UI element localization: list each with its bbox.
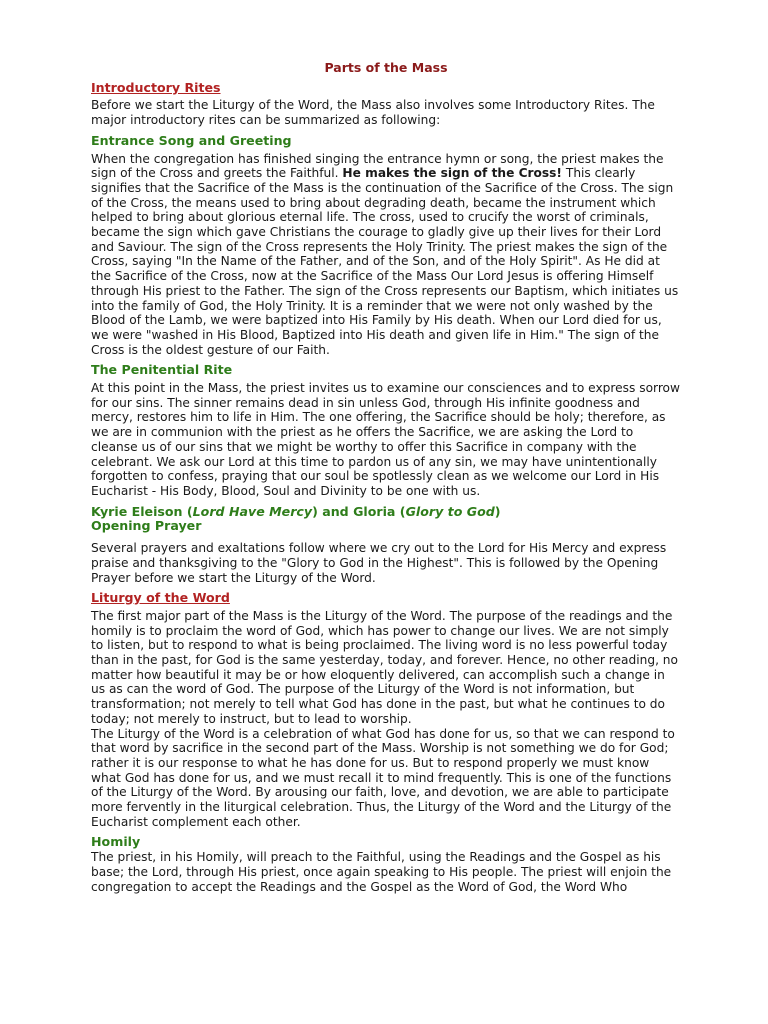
penitential-paragraph: At this point in the Mass, the priest invites us to examine our consciences and to express sorrow for our sins. The sinner remains dead in sin unless God, through His infinite goodness and mercy, restores him to life in Him. The one offering, the Sacrifice should be holy; therefore, as we are in communion with the priest as he offers the Sacrifice, we are asking the Lord to cleanse us of our sins that we might be worthy to offer this Sacrifice in company with the celebrant. We ask our Lord at this time to pardon us of any sin, we may have unintentionally forgotten to confess, praying that our soul be spotlessly clean as we welcome our Lord in His Eucharist - His Body, Blood, Soul and Divinity to be one with us. bbox=[91, 381, 680, 498]
kyrie-part-2: ) and Gloria ( bbox=[312, 503, 406, 519]
kyrie-part-3: ) bbox=[494, 503, 501, 519]
document-title: Parts of the Mass bbox=[324, 60, 448, 75]
document-content bbox=[91, 61, 681, 900]
kyrie-italic-2: Glory to God bbox=[405, 503, 495, 519]
liturgy-paragraph-1: The first major part of the Mass is the Liturgy of the Word. The purpose of the readings and the homily is to proclaim the word of God, which has power to change our lives. We are not simply to listen, but to respond to what is being proclaimed. The living word is no less powerful today than in the past, for God is the same yesterday, today, and forever. Hence, no other reading, no matter how beautiful it may be or how eloquently delivered, can accomplish such a change in us as can the word of God. The purpose of the Liturgy of the Word is not information, but transformation; not merely to tell what God has done in the past, but what he continues to do today; not merely to instruct, but to lead to worship. bbox=[91, 608, 678, 726]
kyrie-italic-1: Lord Have Mercy bbox=[192, 503, 313, 519]
entrance-bold-text: He makes the sign of the Cross! bbox=[342, 166, 562, 181]
homily-paragraph: The priest, in his Homily, will preach to the Faithful, using the Readings and the Gospel as his base; the Lord, through His priest, once again speaking to His people. The priest will enjoin the congregation to accept the Readings and the Gospel as the Word of God, the Word Who bbox=[91, 850, 672, 894]
heading-penitential-rite: The Penitential Rite bbox=[91, 362, 233, 378]
heading-opening-prayer: Opening Prayer bbox=[91, 518, 202, 534]
entrance-text-start: When the congregation has finished singing the entrance hymn or song, the priest makes the sign of the Cross and greets the Faithful. bbox=[91, 151, 664, 181]
heading-homily: Homily bbox=[91, 834, 141, 850]
entrance-text-rest: This clearly signifies that the Sacrifice of the Mass is the continuation of the Sacrifice of the Cross. The sign of the Cross, the means used to bring about degrading death, became the instrument which helped to bring about glorious eternal life. The cross, used to crucify the worst of criminals, became the sign which gave Christians the courage to gladly give up their lives for their Lord and Saviour. The sign of the Cross represents the Holy Trinity. The priest makes the sign of the Cross, saying "In the Name of the Father, and of the Son, and of the Holy Spirit". As He did at the Sacrifice of the Cross, now at the Sacrifice of the Mass Our Lord Jesus is offering Himself through His priest to the Father. The sign of the Cross represents our Baptism, which initiates us into the family of God, the Holy Trinity. It is a reminder that we were not only washed by the Blood of the Lamb, we were baptized into His Family by His death. When our Lord died for us, we were "washed in His Blood, Baptized into His death and given life in Him." The sign of the Cross is the oldest gesture of our Faith. bbox=[91, 166, 679, 357]
entrance-paragraph bbox=[91, 152, 681, 358]
liturgy-paragraph-2: The Liturgy of the Word is a celebration of what God has done for us, so that we can respond to that word by sacrifice in the second part of the Mass. Worship is not something we do for God; rather it is our response to what he has done for us. But to respond properly we must know what God has done for us, and we must recall it to mind frequently. This is one of the functions of the Liturgy of the Word. By arousing our faith, love, and devotion, we are able to participate more fervently in the liturgical celebration. Thus, the Liturgy of the Word and the Liturgy of the Eucharist complement each other. bbox=[91, 726, 675, 829]
introductory-paragraph: Before we start the Liturgy of the Word, the Mass also involves some Introductory Rites. The major introductory rites can be summarized as following: bbox=[91, 98, 655, 128]
heading-introductory-rites[interactable]: Introductory Rites bbox=[91, 79, 221, 95]
kyrie-part-1: Kyrie Eleison ( bbox=[91, 503, 193, 519]
heading-liturgy-of-the-word[interactable]: Liturgy of the Word bbox=[91, 590, 230, 606]
heading-kyrie-gloria bbox=[91, 505, 681, 520]
kyrie-paragraph: Several prayers and exaltations follow where we cry out to the Lord for His Mercy and express praise and thanksgiving to the "Glory to God in the Highest". This is followed by the Opening Prayer before we start the Liturgy of the Word. bbox=[91, 541, 667, 585]
heading-entrance-song: Entrance Song and Greeting bbox=[91, 132, 292, 148]
